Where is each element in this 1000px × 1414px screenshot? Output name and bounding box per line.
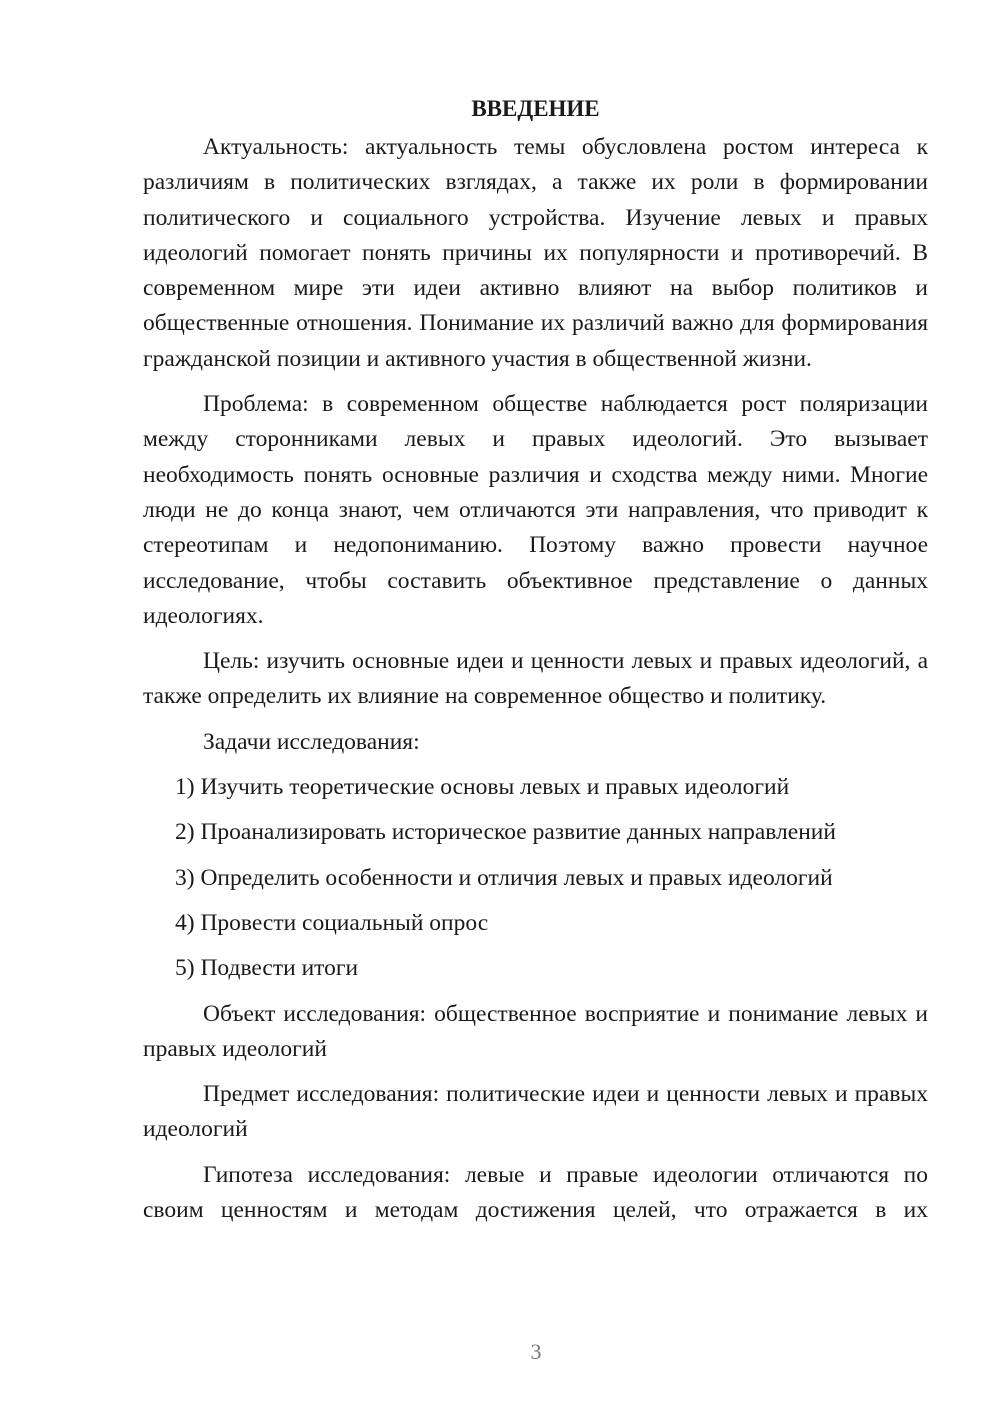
page-number: 3 [530, 1339, 542, 1364]
page-title: ВВЕДЕНИЕ [471, 96, 600, 121]
task-item: 1) Изучить теоретические основы левых и правых идеологий [175, 774, 790, 801]
task-item: 3) Определить особенности и отличия левых и правых идеологий [175, 864, 833, 891]
goal-paragraph: Цель: изучить основные идеи и ценности левых и правых идеологий, а также определить их влияние на современное общество и политику. [143, 648, 928, 710]
page-content [143, 91, 928, 1238]
task-item: 2) Проанализировать историческое развитие данных направлений [175, 819, 836, 846]
task-item: 5) Подвести итоги [175, 955, 359, 982]
hypothesis-paragraph: Гипотеза исследования: левые и правые идеологии отличаются по своим ценностям и методам достижения целей, что отражается в их [143, 1161, 928, 1224]
tasks-title: Задачи исследования: [203, 728, 420, 755]
object-paragraph: Объект исследования: общественное восприятие и понимание левых и правых идеологий [143, 1000, 928, 1062]
subject-paragraph: Предмет исследования: политические идеи и ценности левых и правых идеологий [143, 1081, 928, 1143]
problem-paragraph: Проблема: в современном обществе наблюдается рост поляризации между сторонниками левых и правых идеологий. Это вызывает необходимость понять основные различия и сходства между ними. Многие люди не до конца знают, чем отличаются эти направления, что приводит к стереотипам и недопониманию. Поэтому важно провести научное исследование, чтобы составить объективное представление о данных идеологиях. [143, 391, 928, 629]
task-item: 4) Провести социальный опрос [175, 909, 489, 936]
relevance-paragraph: Актуальность: актуальность темы обусловлена ростом интереса к различиям в политических взглядах, а также их роли в формировании политического и социального устройства. Изучение левых и правых идеологий помогает понять причины их популярности и противоречий. В современном мире эти идеи активно влияют на выбор политиков и общественные отношения. Понимание их различий важно для формирования гражданской позиции и активного участия в общественной жизни. [143, 134, 928, 372]
